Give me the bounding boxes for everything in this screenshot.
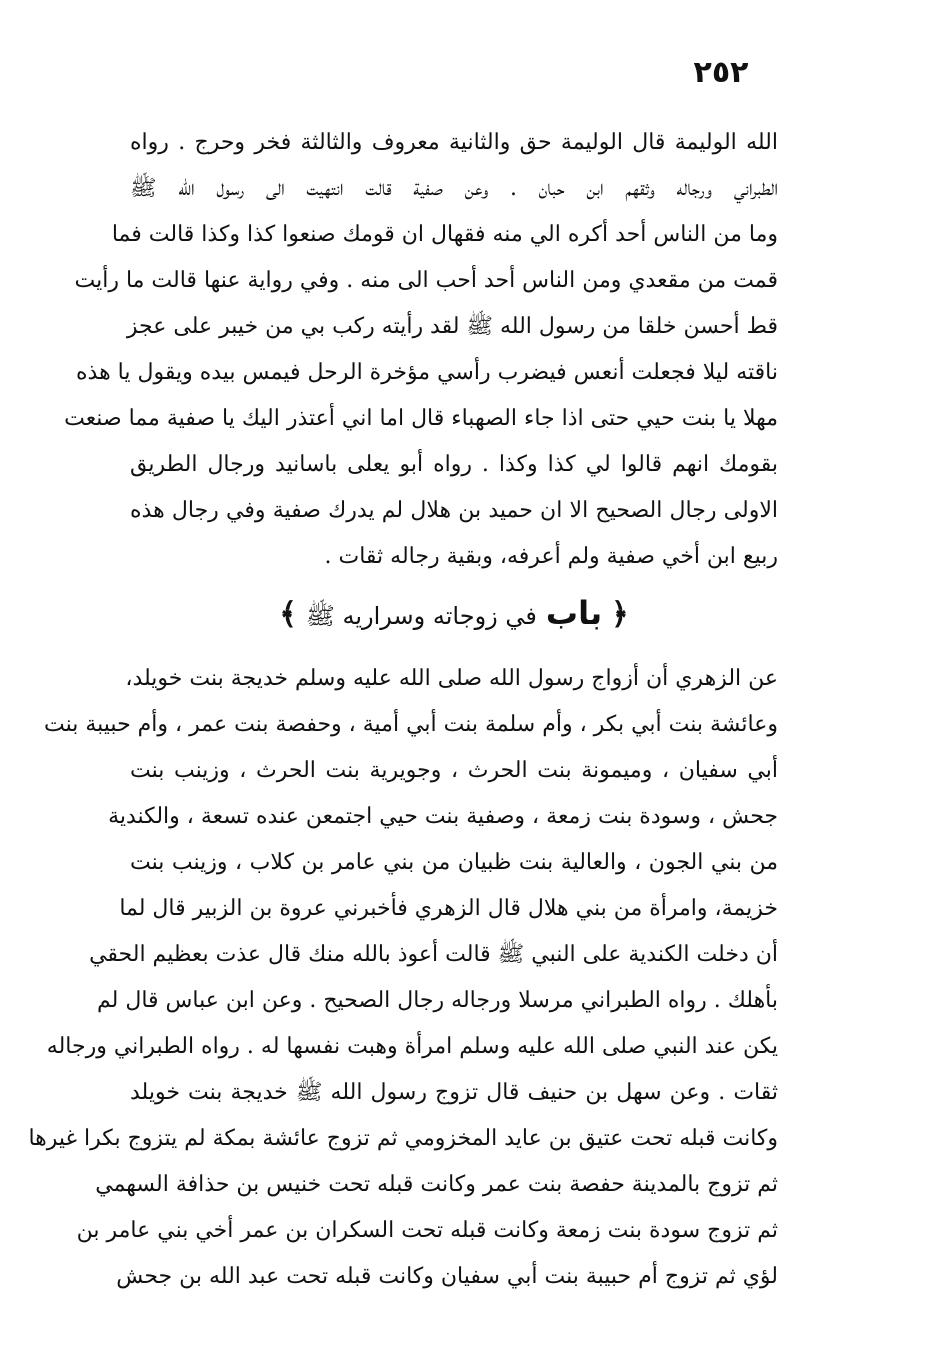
heading-close-bracket: ﴾ [279, 597, 297, 632]
text-line: ثم تزوج بالمدينة حفصة بنت عمر وكانت قبله تحت خنيس بن حذافة السهمي [95, 1172, 778, 1197]
text-line: لؤي ثم تزوج أم حبيبة بنت أبي سفيان وكانت قبله تحت عبد الله بن جحش [116, 1264, 778, 1289]
page-number: ٢٥٢ [693, 55, 749, 90]
text-line: خزيمة، وامرأة من بني هلال قال الزهري فأخبرني عروة بن الزبير قال لما [119, 896, 778, 921]
text-line: بقومك انهم قالوا لي كذا وكذا . رواه أبو يعلى باسانيد ورجال الطريق [130, 452, 778, 477]
paragraph-upper [64, 120, 778, 580]
text-line: قمت من مقعدي ومن الناس أحد أحب الى منه . وفي رواية عنها قالت ما رأيت [74, 268, 778, 293]
text-line: جحش ، وسودة بنت زمعة ، وصفية بنت حيي اجتمعن عنده تسعة ، والكندية [108, 804, 778, 829]
heading-title: في زوجاته وسراريه ﷺ [305, 602, 537, 630]
text-line: ربيع ابن أخي صفية ولم أعرفه، وبقية رجاله ثقات . [324, 544, 778, 569]
text-line: الله الوليمة قال الوليمة حق والثانية معروف والثالثة فخر وحرج . رواه [130, 130, 778, 155]
text-line: بأهلك . رواه الطبراني مرسلا ورجاله رجال الصحيح . وعن ابن عباس قال لم [97, 988, 778, 1013]
text-line: مهلا يا بنت حيي حتى اذا جاء الصهباء قال اما اني أعتذر اليك يا صفية مما صنعت [64, 406, 778, 431]
text-line: ثم تزوج سودة بنت زمعة وكانت قبله تحت السكران بن عمر أخي بني عامر بن [76, 1218, 778, 1243]
text-line: الاولى رجال الصحيح الا ان حميد بن هلال لم يدرك صفية وفي رجال هذه [130, 498, 778, 523]
text-line: من بني الجون ، والعالية بنت ظبيان من بني عامر بن كلاب ، وزينب بنت [130, 850, 778, 875]
text-line: وعائشة بنت أبي بكر ، وأم سلمة بنت أبي أمية ، وحفصة بنت عمر ، وأم حبيبة بنت [44, 712, 778, 737]
text-line: أبي سفيان ، وميمونة بنت الحرث ، وجويرية بنت الحرث ، وزينب بنت [130, 758, 778, 783]
heading-open-bracket: ﴿ [611, 597, 629, 632]
text-line: الطبراني ورجاله وثقهم ابن حبان . وعن صفية قالت انتهيت الى رسول الله ﷺ [130, 176, 778, 201]
paragraph-lower [28, 656, 778, 1300]
text-line: وكانت قبله تحت عتيق بن عايد المخزومي ثم تزوج عائشة بمكة لم يتزوج بكرا غيرها [28, 1126, 778, 1151]
chapter-heading [130, 588, 778, 641]
heading-bab: باب [545, 594, 603, 632]
text-line: يكن عند النبي صلى الله عليه وسلم امرأة وهبت نفسها له . رواه الطبراني ورجاله [46, 1034, 778, 1059]
text-line: قط أحسن خلقا من رسول الله ﷺ لقد رأيته ركب بي من خيبر على عجز [126, 314, 778, 339]
text-line: ثقات . وعن سهل بن حنيف قال تزوج رسول الله ﷺ خديجة بنت خويلد [130, 1080, 778, 1105]
text-line: وما من الناس أحد أكره الي منه فقهال ان قومك صنعوا كذا وكذا قالت فما [111, 222, 778, 247]
text-line: أن دخلت الكندية على النبي ﷺ قالت أعوذ بالله منك قال عذت بعظيم الحقي [89, 942, 778, 967]
text-line: ناقته ليلا فجعلت أنعس فيضرب رأسي مؤخرة الرحل فيمس بيده ويقول يا هذه [76, 360, 778, 385]
text-line: عن الزهري أن أزواج رسول الله صلى الله عليه وسلم خديجة بنت خويلد، [125, 666, 778, 691]
